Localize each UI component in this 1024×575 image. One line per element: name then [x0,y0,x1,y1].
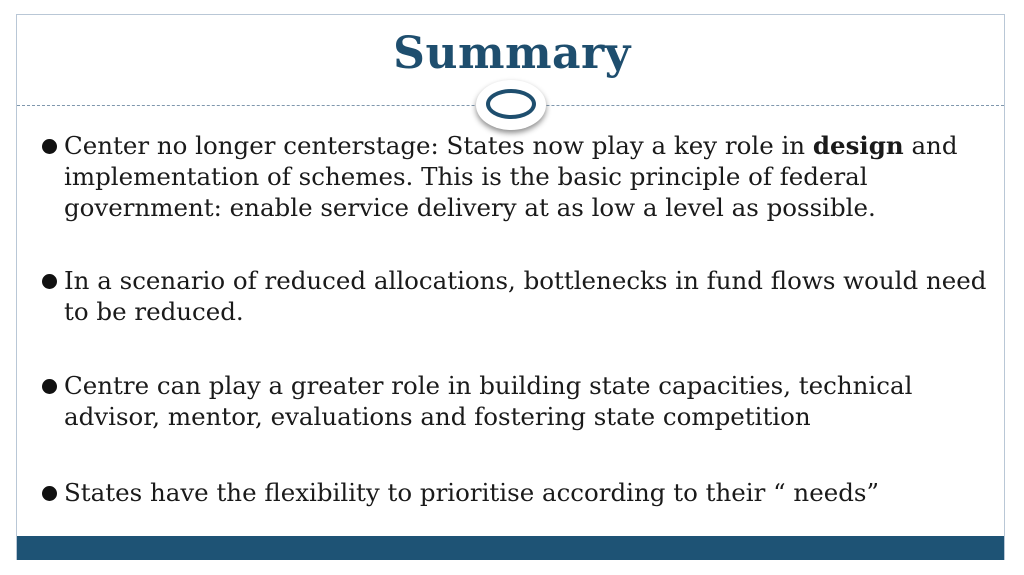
bullet-dot-icon [42,379,57,394]
footer-bar [17,536,1004,560]
bullet-text: States have the flexibility to prioritise according to their “ needs” [64,478,879,507]
bullet-item [40,265,990,327]
divider-ornament-ring [486,89,536,119]
bullet-emphasis: design [812,131,904,160]
bullet-text: Centre can play a greater role in building state capacities, technical advisor, mentor, evaluations and fostering state competition [64,371,913,431]
bullet-text: In a scenario of reduced allocations, bottlenecks in fund flows would need to be reduced. [64,266,987,326]
bullet-text: and implementation of schemes. This is the basic principle of federal government: enable service delivery at as low a level as possible. [64,131,958,222]
bullet-dot-icon [42,274,57,289]
bullet-dot-icon [42,139,57,154]
bullet-list [40,130,990,508]
bullet-text: Center no longer centerstage: States now play a key role in [64,131,813,160]
bullet-item [40,477,990,508]
bullet-item [40,130,990,223]
bullet-item [40,370,990,432]
slide-title: Summary [393,28,631,79]
bullet-dot-icon [42,486,57,501]
